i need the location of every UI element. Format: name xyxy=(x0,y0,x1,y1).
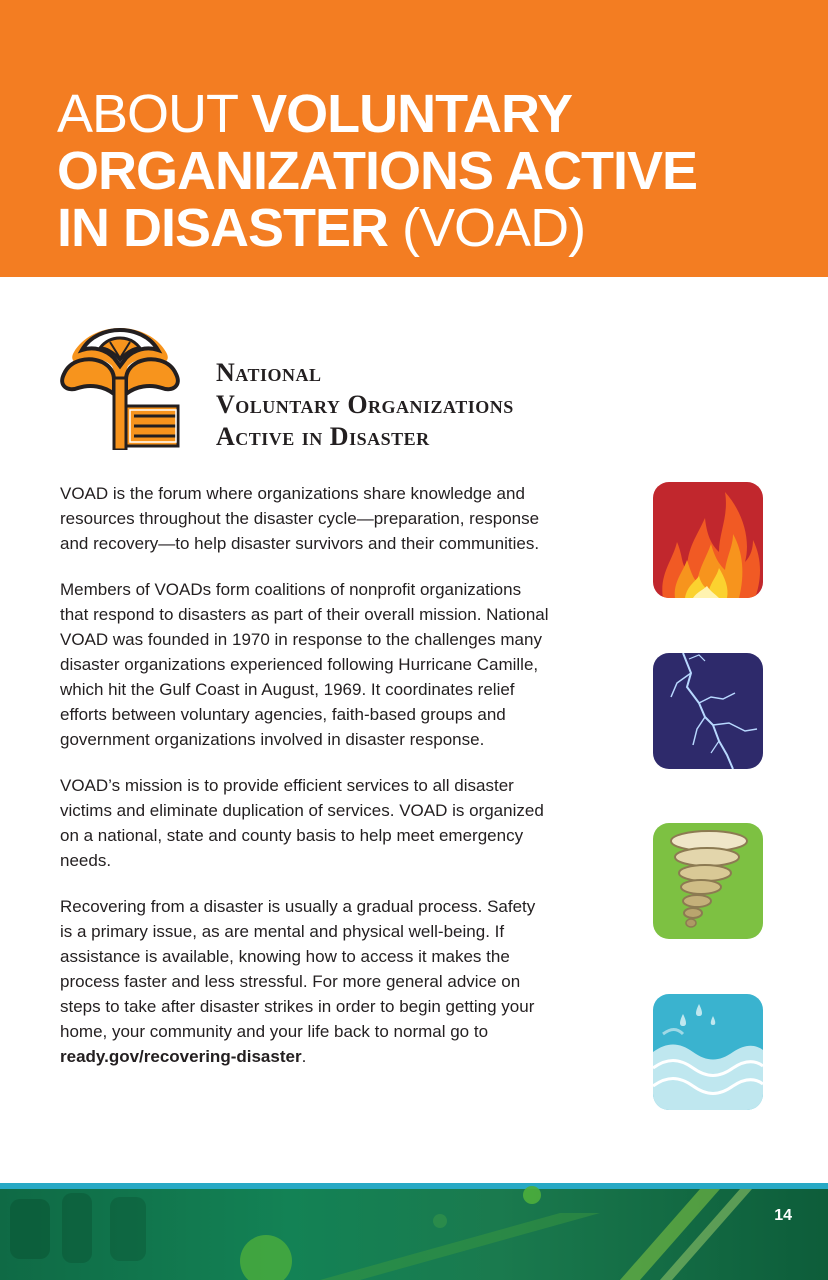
header-banner xyxy=(0,0,828,277)
paragraph-3: VOAD’s mission is to provide efficient services to all disaster victims and eliminate duplication of services. VOAD is organized on a national, state and county basis to help meet emergency needs. xyxy=(60,776,544,870)
title-voluntary: VOLUNTARY xyxy=(251,84,573,144)
lightning-icon xyxy=(653,653,763,769)
page-title xyxy=(57,86,697,257)
body-text xyxy=(60,481,550,1090)
logo-line-active: Active in Disaster xyxy=(216,422,430,451)
paragraph-2: Members of VOADs form coalitions of nonprofit organizations that respond to disasters as part of their overall mission. National VOAD was founded in 1970 in response to the challenges many disaster organizations experienced following Hurricane Camille, which hit the Gulf Coast in August, 1969. It coordinates relief efforts between voluntary agencies, faith-based groups and government organizations involved in disaster response. xyxy=(60,580,549,749)
title-organizations-active: ORGANIZATIONS ACTIVE xyxy=(57,141,697,201)
title-about: ABOUT xyxy=(57,84,252,144)
paragraph-1: VOAD is the forum where organizations share knowledge and resources throughout the disaster cycle—preparation, response and recovery—to help disaster survivors and their communities. xyxy=(60,484,540,553)
footer-banner xyxy=(0,1183,828,1280)
logo-line-voluntary: Voluntary Organizations xyxy=(216,390,514,419)
paragraph-4 xyxy=(60,894,550,1069)
footer-decoration xyxy=(0,1183,828,1280)
title-in-disaster: IN DISASTER xyxy=(57,198,403,258)
ready-gov-link[interactable]: ready.gov/recovering-disaster xyxy=(60,1047,302,1066)
tornado-icon xyxy=(653,823,763,939)
paragraph-4-end: . xyxy=(301,1047,307,1066)
paragraph-4-text: Recovering from a disaster is usually a gradual process. Safety is a primary issue, as are mental and physical well-being. If assistance is available, knowing how to access it makes the process faster and less stressful. For more general advice on steps to take after disaster strikes in order to begin getting your home, your community and your life back to normal go to xyxy=(60,897,536,1041)
voad-logo-icon xyxy=(60,322,180,450)
fire-icon xyxy=(653,482,763,598)
title-voad: (VOAD) xyxy=(402,198,586,258)
page-number: 14 xyxy=(774,1207,792,1224)
logo-line-national: National xyxy=(216,358,322,387)
flood-icon xyxy=(653,994,763,1110)
logo-wordmark xyxy=(216,357,514,453)
